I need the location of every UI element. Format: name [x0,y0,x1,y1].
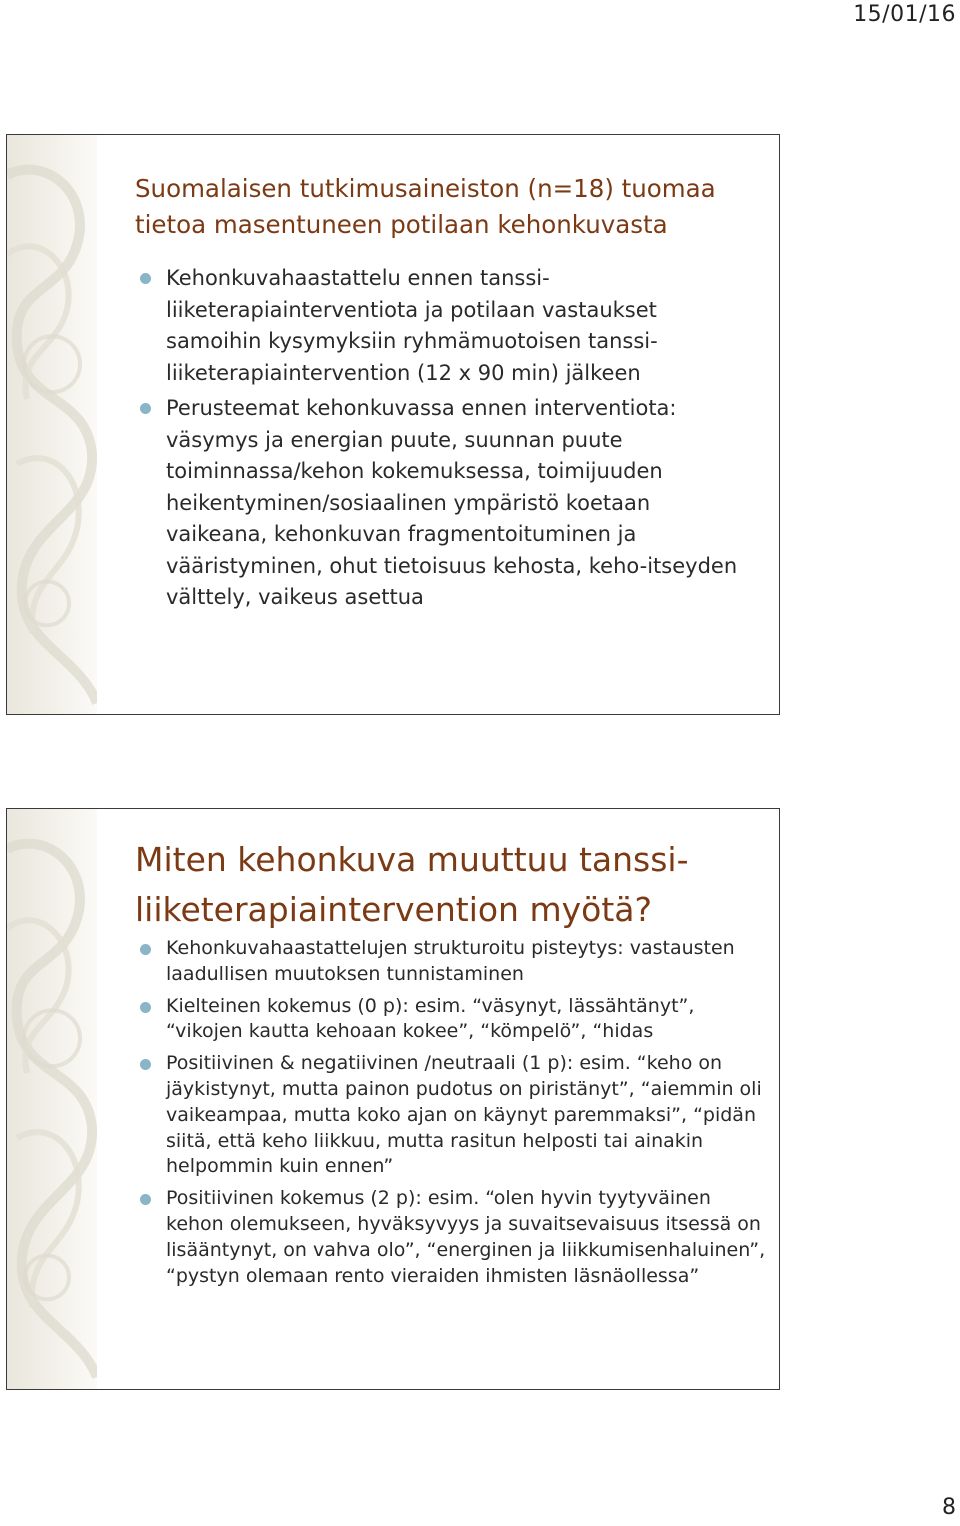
bullet-text: Kielteinen kokemus (0 p): esim. “väsynyt, lässähtänyt”, “vikojen kautta kehoaan kokee”, “kömpelö”, “hidas [166,994,695,1043]
list-item [138,994,768,1046]
bullet-list [138,263,748,618]
slide-2 [6,808,780,1390]
bullet-text: Kehonkuvahaastattelujen strukturoitu pisteytys: vastausten laadullisen muutoksen tunnistaminen [166,937,735,985]
bullet-text: Positiivinen & negatiivinen /neutraali (1 p): esim. “keho on jäykistynyt, mutta painon pudotus on piristänyt”, “aiemmin oli vaikeampaa, mutta koko ajan on käynyt paremmaksi”, “pidän siitä, että keho liikkuu, mutta rasitun helposti tai ainakin helpommin kuin ennen” [166,1052,762,1178]
bullet-icon [140,1059,151,1070]
list-item [138,263,748,389]
page-number: 8 [942,1495,956,1520]
bullet-icon [140,273,151,284]
decorative-swirl-graphic [7,809,97,1389]
list-item [138,936,768,988]
bullet-icon [140,403,151,414]
list-item [138,1186,768,1289]
slide-decoration [7,135,97,714]
slide-title: Suomalaisen tutkimusaineiston (n=18) tuomaa tietoa masentuneen potilaan kehonkuvasta [135,174,716,239]
slide-title: Miten kehonkuva muuttuu tanssi-liiketerapiaintervention myötä? [135,840,689,929]
bullet-text: Positiivinen kokemus (2 p): esim. “olen hyvin tyytyväinen kehon olemukseen, hyväksyvyys ja suvaitsevaisuus itsessä on lisääntynyt, on vahva olo”, “energinen ja liikkumisenhaluinen”, “pystyn olemaan rento vieraiden ihmisten läsnäollessa” [166,1187,766,1287]
list-item [138,1051,768,1180]
bullet-icon [140,1002,151,1013]
bullet-text: Kehonkuvahaastattelu ennen tanssi-liiketerapiainterventiota ja potilaan vastaukset samoihin kysymyksiin ryhmämuotoisen tanssi-liiketerapiaintervention (12 x 90 min) jälkeen [166,266,658,385]
list-item [138,393,748,614]
decorative-swirl-graphic [7,135,97,714]
slide-decoration [7,809,97,1389]
bullet-list [138,936,768,1295]
header-date: 15/01/16 [853,2,956,27]
bullet-icon [140,1194,151,1205]
bullet-icon [140,944,151,955]
bullet-text: Perusteemat kehonkuvassa ennen interventiota: väsymys ja energian puute, suunnan puute toiminnassa/kehon kokemuksessa, toimijuuden heikentyminen/sosiaalinen ympäristö koetaan vaikeana, kehonkuvan fragmentoituminen ja vääristyminen, ohut tietoisuus kehosta, keho-itseyden välttely, vaikeus asettua [166,396,738,609]
slide-1 [6,134,780,715]
